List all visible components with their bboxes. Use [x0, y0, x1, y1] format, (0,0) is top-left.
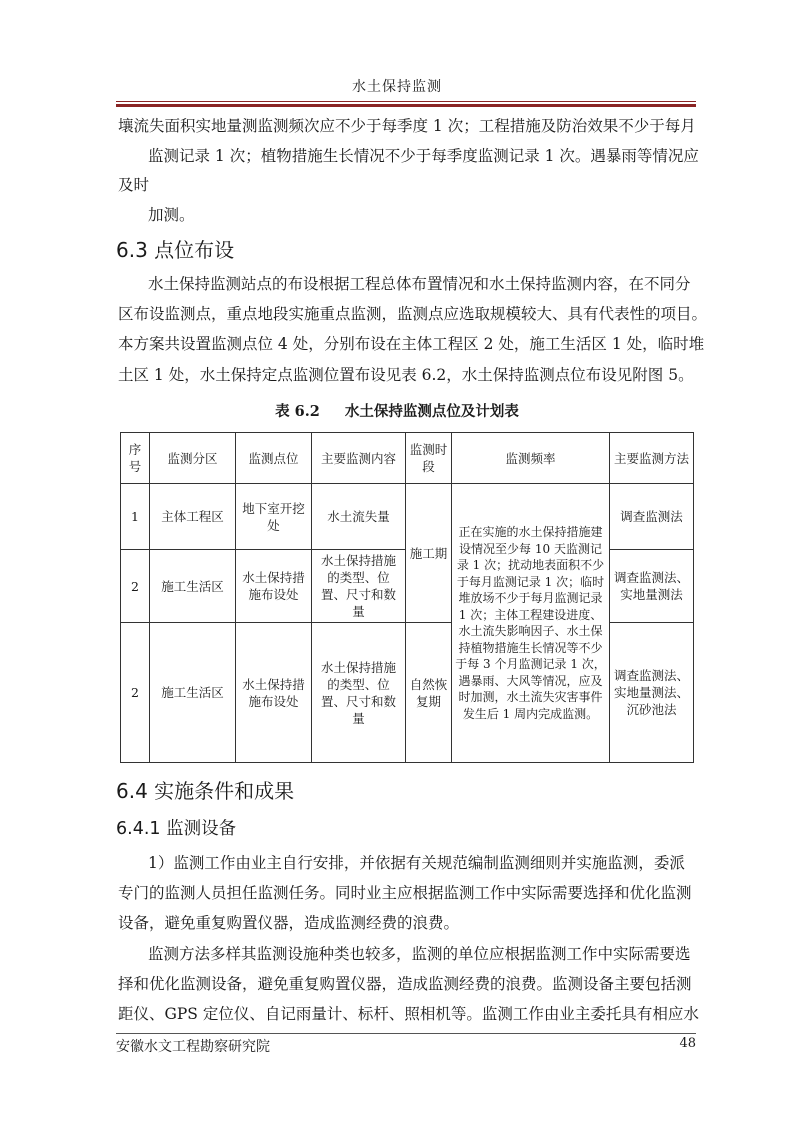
header-rule-thin — [116, 101, 696, 102]
header-point: 监测点位 — [236, 433, 312, 484]
section-6-3-line-2: 区布设监测点，重点地段实施重点监测，监测点应选取规模较大、具有代表性的项目。 — [118, 305, 708, 323]
header-zone: 监测分区 — [150, 433, 236, 484]
header-no: 序号 — [121, 433, 150, 484]
cell-no: 1 — [121, 484, 150, 550]
cell-point: 地下室开挖处 — [236, 484, 312, 550]
cell-zone: 施工生活区 — [150, 623, 236, 763]
section-6-3-line-4: 土区 1 处，水土保持定点监测位置布设见表 6.2，水土保持监测点位布设见附图 5。 — [118, 366, 694, 384]
cell-zone: 主体工程区 — [150, 484, 236, 550]
section-6-4-heading: 6.4 实施条件和成果 — [116, 779, 295, 803]
cell-content: 水土流失量 — [312, 484, 406, 550]
footer-organization: 安徽水文工程勘察研究院 — [116, 1039, 270, 1055]
cell-method: 调查监测法 — [610, 484, 694, 550]
monitoring-plan-table — [120, 432, 694, 763]
header-frequency: 监测频率 — [452, 433, 610, 484]
cell-zone: 施工生活区 — [150, 550, 236, 623]
intro-line-1: 壤流失面积实地量测监测频次应不少于每季度 1 次；工程措施及防治效果不少于每月 — [118, 117, 696, 135]
cell-frequency: 正在实施的水土保持措施建设情况至少每 10 天监测记录 1 次；扰动地表面积不少于每月监测记录 1 次；临时堆放场不少于每月监测记录 1 次；主体工程建设进度、水土流失影响因子、水土保持植物措施生长情况等不少于每 3 个月监测记录 1 次，遇暴雨、大风等情况，应及时加测，水土流失灾害事件发生后 1 周内完成监测。 — [452, 484, 610, 763]
section-6-4-p1-line-1: 1）监测工作由业主自行安排，并依据有关规范编制监测细则并实施监测，委派 — [148, 854, 685, 872]
cell-point: 水土保持措施布设处 — [236, 550, 312, 623]
section-6-4-p2-line-1: 监测方法多样其监测设施种类也较多，监测的单位应根据监测工作中实际需要选 — [148, 945, 691, 963]
header-rule-thick — [116, 104, 696, 107]
section-6-3-heading: 6.3 点位布设 — [116, 238, 235, 262]
cell-period-construction: 施工期 — [406, 484, 452, 623]
cell-point: 水土保持措施布设处 — [236, 623, 312, 763]
cell-no: 2 — [121, 623, 150, 763]
section-6-3-line-1: 水土保持监测站点的布设根据工程总体布置情况和水土保持监测内容，在不同分 — [148, 275, 691, 293]
intro-line-2: 监测记录 1 次；植物措施生长情况不少于每季度监测记录 1 次。遇暴雨等情况应 — [148, 147, 699, 165]
page-number: 48 — [679, 1036, 696, 1051]
intro-line-3: 及时 — [118, 176, 150, 194]
table-caption-number: 表 6.2 — [275, 403, 320, 420]
cell-method: 调查监测法、实地量测法、沉砂池法 — [610, 623, 694, 763]
header-period: 监测时段 — [406, 433, 452, 484]
header-method: 主要监测方法 — [610, 433, 694, 484]
section-6-4-p1-line-2: 专门的监测人员担任监测任务。同时业主应根据监测工作中实际需要选择和优化监测 — [118, 884, 692, 902]
intro-line-4: 加测。 — [148, 206, 195, 224]
page-header-title: 水土保持监测 — [352, 79, 442, 95]
cell-no: 2 — [121, 550, 150, 623]
table-row — [121, 484, 694, 550]
cell-period-recovery: 自然恢复期 — [406, 623, 452, 763]
cell-content: 水土保持措施的类型、位置、尺寸和数量 — [312, 623, 406, 763]
cell-content: 水土保持措施的类型、位置、尺寸和数量 — [312, 550, 406, 623]
section-6-4-p2-line-2: 择和优化监测设备，避免重复购置仪器，造成监测经费的浪费。监测设备主要包括测 — [118, 975, 692, 993]
table-caption-title: 水土保持监测点位及计划表 — [344, 403, 519, 420]
section-6-4-p2-line-3: 距仪、GPS 定位仪、自记雨量计、标杆、照相机等。监测工作由业主委托具有相应水 — [118, 1005, 699, 1023]
header-content: 主要监测内容 — [312, 433, 406, 484]
section-6-3-line-3: 本方案共设置监测点位 4 处，分别布设在主体工程区 2 处，施工生活区 1 处，临时堆 — [118, 335, 705, 353]
section-6-4-1-heading: 6.4.1 监测设备 — [116, 819, 237, 839]
table-caption — [0, 400, 794, 421]
footer-rule — [116, 1033, 696, 1034]
cell-method: 调查监测法、实地量测法 — [610, 550, 694, 623]
section-6-4-p1-line-3: 设备，避免重复购置仪器，造成监测经费的浪费。 — [118, 914, 460, 932]
table-header-row — [121, 433, 694, 484]
